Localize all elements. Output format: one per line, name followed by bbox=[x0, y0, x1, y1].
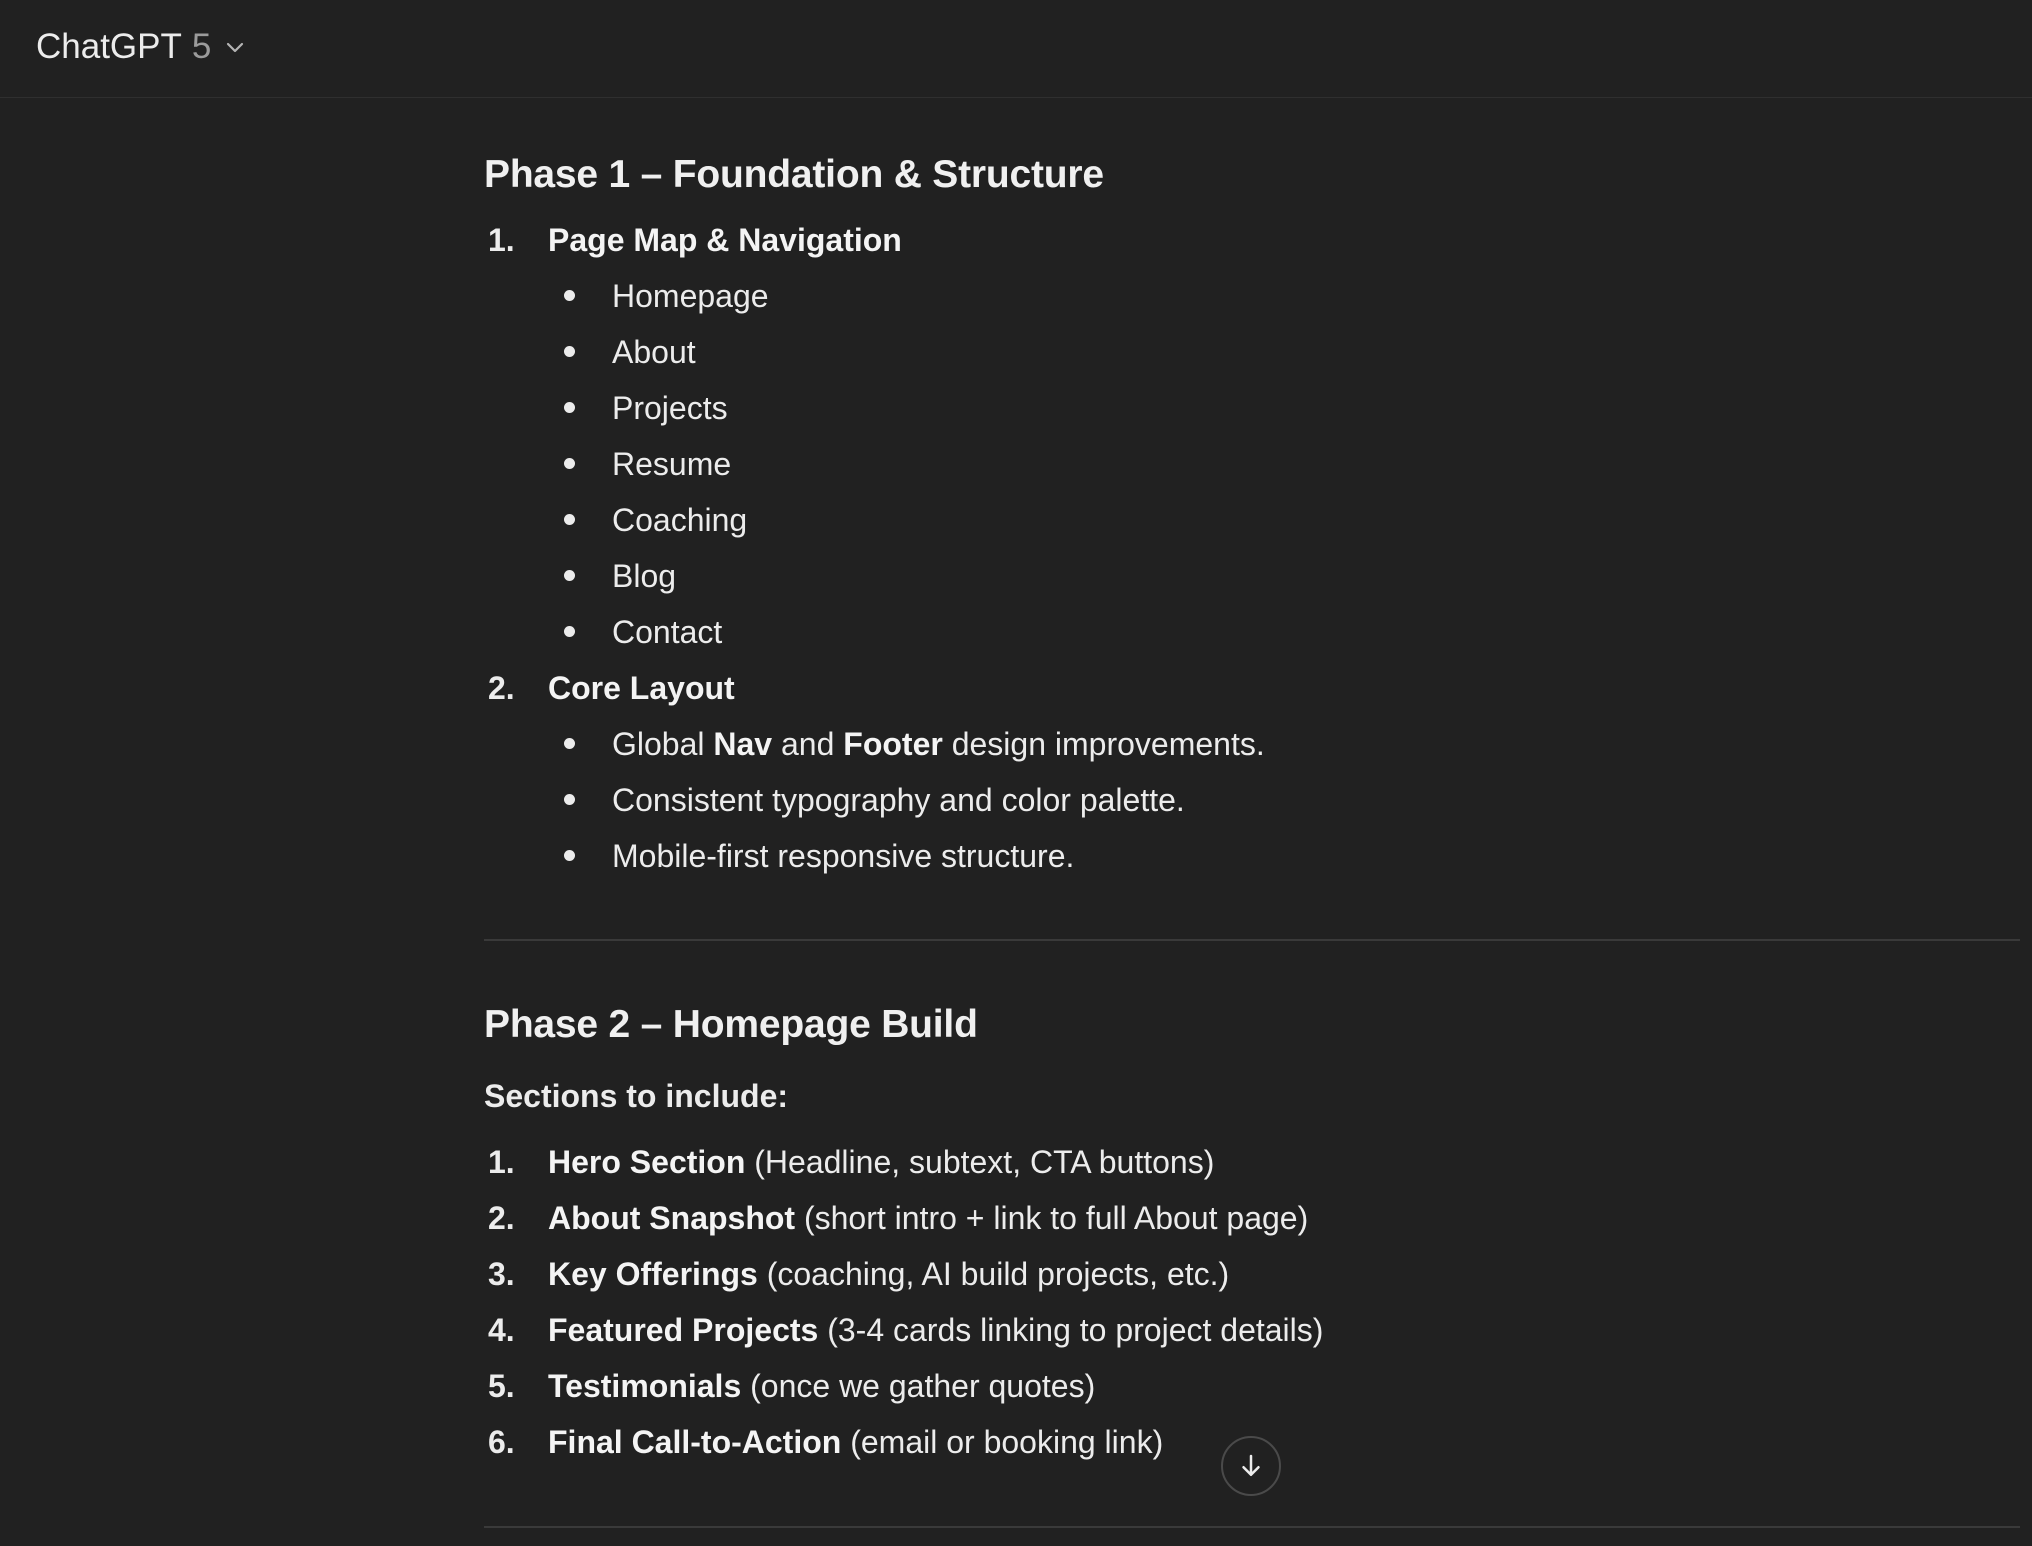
bullet-dot bbox=[564, 850, 575, 861]
model-name: ChatGPT bbox=[36, 27, 182, 66]
chevron-down-icon bbox=[223, 35, 247, 59]
bullet-dot bbox=[564, 738, 575, 749]
bullet-dot bbox=[564, 402, 575, 413]
item-number: 4. bbox=[488, 1312, 515, 1348]
list-item-text bbox=[612, 724, 1265, 764]
item-desc: (short intro + link to full About page) bbox=[803, 1200, 1309, 1236]
item-title: Key Offerings bbox=[548, 1256, 758, 1292]
item-title: About Snapshot bbox=[548, 1200, 796, 1236]
section-divider bbox=[484, 939, 2020, 941]
text-nav: Nav bbox=[713, 726, 773, 762]
item-title: Featured Projects bbox=[548, 1312, 819, 1348]
item-number: 3. bbox=[488, 1256, 515, 1292]
arrow-down-icon bbox=[1236, 1451, 1266, 1481]
item-title: Core Layout bbox=[548, 670, 735, 706]
list-item-text: Mobile-first responsive structure. bbox=[612, 838, 1075, 874]
bullet-dot bbox=[564, 626, 575, 637]
list-item-text: About bbox=[612, 334, 696, 370]
list-item-text: Resume bbox=[612, 446, 732, 482]
item-title: Hero Section bbox=[548, 1144, 746, 1180]
sections-label: Sections to include: bbox=[484, 1078, 789, 1114]
section-divider bbox=[484, 1526, 2020, 1528]
item-text bbox=[548, 1254, 1229, 1294]
item-desc: (once we gather quotes) bbox=[750, 1368, 1096, 1404]
phase1-heading: Phase 1 – Foundation & Structure bbox=[484, 153, 1104, 196]
bullet-dot bbox=[564, 514, 575, 525]
list-item-text: Contact bbox=[612, 614, 723, 650]
item-number: 5. bbox=[488, 1368, 515, 1404]
text-design: design improvements. bbox=[951, 726, 1265, 762]
bullet-dot bbox=[564, 290, 575, 301]
item-desc: (3-4 cards linking to project details) bbox=[827, 1312, 1324, 1348]
item-number: 2. bbox=[488, 1200, 515, 1236]
list-item-text: Consistent typography and color palette. bbox=[612, 782, 1185, 818]
list-item-text: Projects bbox=[612, 390, 728, 426]
bullet-dot bbox=[564, 570, 575, 581]
list-item-text: Blog bbox=[612, 558, 677, 594]
item-text bbox=[548, 1142, 1214, 1182]
top-bar bbox=[0, 0, 2032, 98]
bullet-dot bbox=[564, 794, 575, 805]
text-global: Global bbox=[612, 726, 705, 762]
text-footer: Footer bbox=[843, 726, 943, 762]
item-text bbox=[548, 1198, 1308, 1238]
list-item-text: Homepage bbox=[612, 278, 769, 314]
item-text bbox=[548, 1310, 1323, 1350]
bullet-dot bbox=[564, 458, 575, 469]
item-title: Testimonials bbox=[548, 1368, 742, 1404]
item-number: 1. bbox=[488, 222, 515, 258]
model-version: 5 bbox=[191, 27, 212, 66]
phase2-heading: Phase 2 – Homepage Build bbox=[484, 1003, 978, 1046]
item-number: 2. bbox=[488, 670, 515, 706]
item-desc: (coaching, AI build projects, etc.) bbox=[766, 1256, 1230, 1292]
item-number: 1. bbox=[488, 1144, 515, 1180]
text-and: and bbox=[780, 726, 835, 762]
item-text bbox=[548, 1366, 1095, 1406]
item-title: Final Call-to-Action bbox=[548, 1424, 842, 1460]
item-title: Page Map & Navigation bbox=[548, 222, 902, 258]
item-desc: (email or booking link) bbox=[850, 1424, 1164, 1460]
bullet-dot bbox=[564, 346, 575, 357]
item-text bbox=[548, 1422, 1163, 1462]
list-item-text: Coaching bbox=[612, 502, 748, 538]
item-desc: (Headline, subtext, CTA buttons) bbox=[754, 1144, 1215, 1180]
model-switcher[interactable] bbox=[36, 22, 247, 72]
item-number: 6. bbox=[488, 1424, 515, 1460]
scroll-to-bottom-button[interactable] bbox=[1221, 1436, 1281, 1496]
